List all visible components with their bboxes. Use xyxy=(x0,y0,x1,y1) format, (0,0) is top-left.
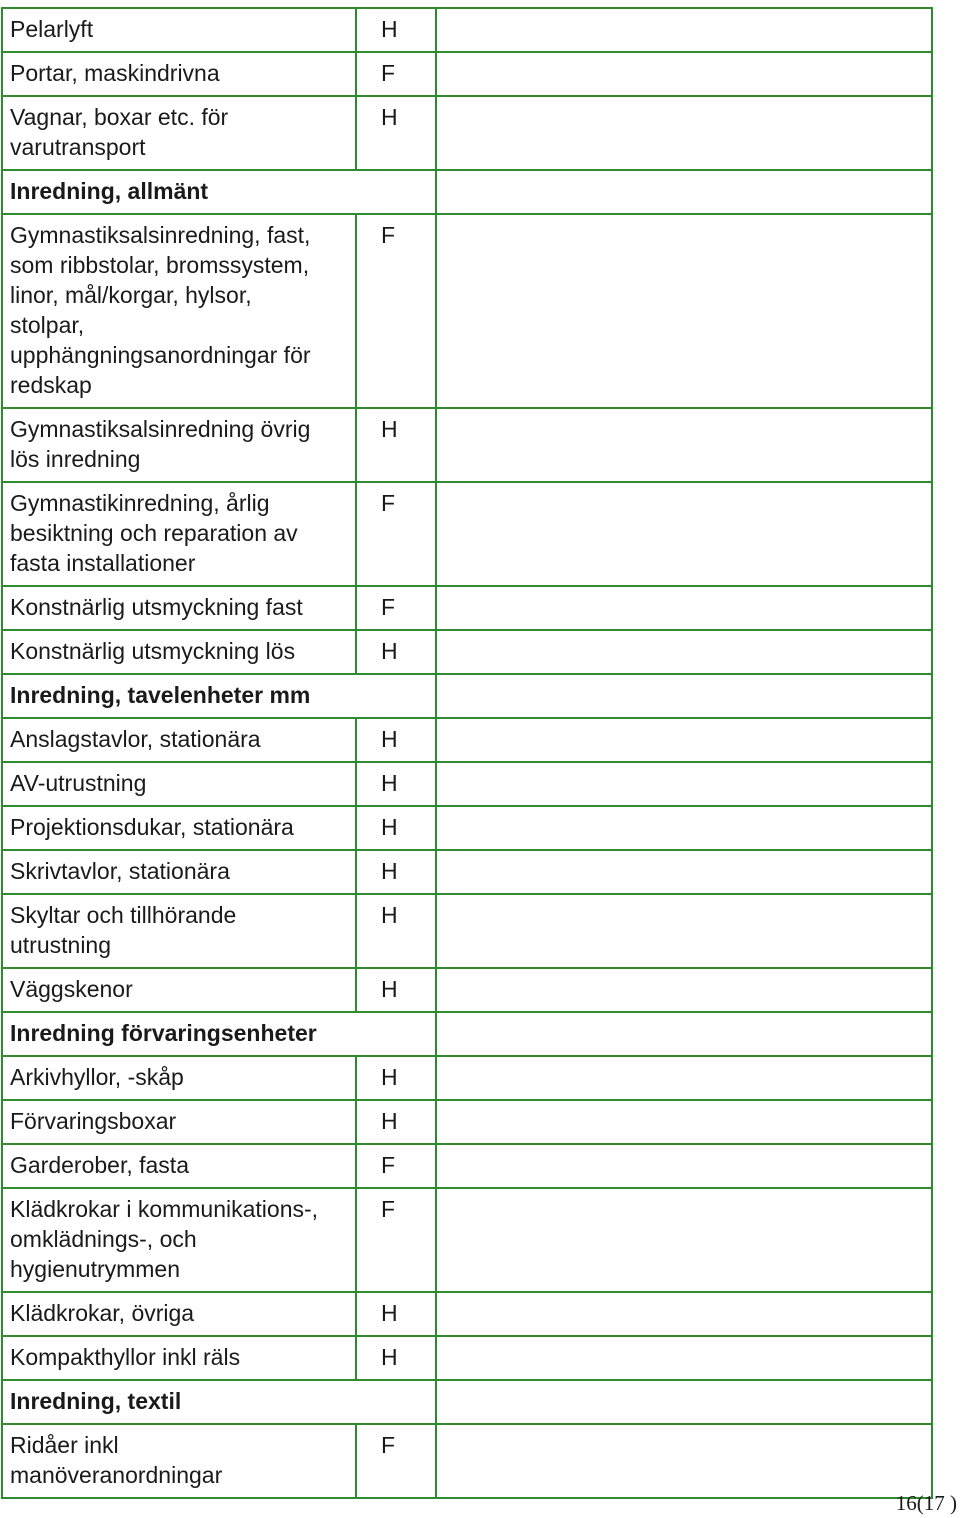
responsibility-code: H xyxy=(356,408,436,482)
notes-cell xyxy=(436,52,932,96)
table-row xyxy=(2,894,932,968)
table-row xyxy=(2,214,932,408)
responsibility-code: F xyxy=(356,586,436,630)
notes-cell xyxy=(436,1012,932,1056)
responsibility-code: F xyxy=(356,1424,436,1498)
notes-cell xyxy=(436,482,932,586)
table-row xyxy=(2,718,932,762)
notes-cell xyxy=(436,96,932,170)
table-row xyxy=(2,482,932,586)
notes-cell xyxy=(436,718,932,762)
table-row xyxy=(2,96,932,170)
item-label: Gymnastiksalsinredning övrig lös inredning xyxy=(2,408,356,482)
notes-cell xyxy=(436,1188,932,1292)
notes-cell xyxy=(436,170,932,214)
table-body xyxy=(2,8,932,1498)
section-heading-row xyxy=(2,674,932,718)
notes-cell xyxy=(436,1424,932,1498)
item-label: Konstnärlig utsmyckning fast xyxy=(2,586,356,630)
table-row xyxy=(2,850,932,894)
item-label: Anslagstavlor, stationära xyxy=(2,718,356,762)
responsibility-code: H xyxy=(356,1292,436,1336)
notes-cell xyxy=(436,1144,932,1188)
notes-cell xyxy=(436,408,932,482)
table-row xyxy=(2,762,932,806)
table-row xyxy=(2,1336,932,1380)
table-row xyxy=(2,1424,932,1498)
responsibility-code: H xyxy=(356,1336,436,1380)
item-label: Ridåer inkl manöveranordningar xyxy=(2,1424,356,1498)
notes-cell xyxy=(436,630,932,674)
table-row xyxy=(2,1144,932,1188)
notes-cell xyxy=(436,850,932,894)
notes-cell xyxy=(436,806,932,850)
table-row xyxy=(2,806,932,850)
responsibility-code: H xyxy=(356,762,436,806)
page-number: 16(17 ) xyxy=(895,1491,957,1515)
responsibility-code: F xyxy=(356,1144,436,1188)
responsibility-code: F xyxy=(356,52,436,96)
notes-cell xyxy=(436,586,932,630)
section-heading-row xyxy=(2,1012,932,1056)
section-heading: Inredning, allmänt xyxy=(2,170,356,214)
item-label: Skrivtavlor, stationära xyxy=(2,850,356,894)
table-row xyxy=(2,1292,932,1336)
notes-cell xyxy=(436,1336,932,1380)
table-row xyxy=(2,52,932,96)
responsibility-code xyxy=(356,170,436,214)
responsibility-code: H xyxy=(356,968,436,1012)
item-label: Portar, maskindrivna xyxy=(2,52,356,96)
table-row xyxy=(2,968,932,1012)
item-label: Kompakthyllor inkl räls xyxy=(2,1336,356,1380)
responsibility-code: H xyxy=(356,718,436,762)
item-label: Förvaringsboxar xyxy=(2,1100,356,1144)
notes-cell xyxy=(436,1292,932,1336)
notes-cell xyxy=(436,8,932,52)
section-heading-row xyxy=(2,1380,932,1424)
item-label: Konstnärlig utsmyckning lös xyxy=(2,630,356,674)
table-row xyxy=(2,630,932,674)
item-label: Gymnastikinredning, årlig besiktning och reparation av fasta installationer xyxy=(2,482,356,586)
item-label: Gymnastiksalsinredning, fast, som ribbstolar, bromssystem, linor, mål/korgar, hylsor, stolpar, upphängningsanordningar för redskap xyxy=(2,214,356,408)
responsibility-table xyxy=(1,7,933,1499)
notes-cell xyxy=(436,214,932,408)
item-label: Vagnar, boxar etc. för varutransport xyxy=(2,96,356,170)
table-row xyxy=(2,1056,932,1100)
notes-cell xyxy=(436,1100,932,1144)
item-label: AV-utrustning xyxy=(2,762,356,806)
responsibility-code: H xyxy=(356,1056,436,1100)
item-label: Pelarlyft xyxy=(2,8,356,52)
section-heading: Inredning, tavelenheter mm xyxy=(2,674,356,718)
notes-cell xyxy=(436,1056,932,1100)
item-label: Skyltar och tillhörande utrustning xyxy=(2,894,356,968)
responsibility-code: H xyxy=(356,894,436,968)
table-row xyxy=(2,8,932,52)
item-label: Väggskenor xyxy=(2,968,356,1012)
notes-cell xyxy=(436,1380,932,1424)
responsibility-code: H xyxy=(356,630,436,674)
responsibility-code: F xyxy=(356,214,436,408)
responsibility-code xyxy=(356,1012,436,1056)
responsibility-code: H xyxy=(356,806,436,850)
section-heading-row xyxy=(2,170,932,214)
table-row xyxy=(2,408,932,482)
responsibility-code: H xyxy=(356,850,436,894)
section-heading: Inredning förvaringsenheter xyxy=(2,1012,356,1056)
notes-cell xyxy=(436,894,932,968)
responsibility-code xyxy=(356,1380,436,1424)
table-row xyxy=(2,1188,932,1292)
item-label: Klädkrokar, övriga xyxy=(2,1292,356,1336)
responsibility-code: F xyxy=(356,1188,436,1292)
responsibility-code: H xyxy=(356,96,436,170)
section-heading: Inredning, textil xyxy=(2,1380,356,1424)
notes-cell xyxy=(436,674,932,718)
notes-cell xyxy=(436,968,932,1012)
item-label: Garderober, fasta xyxy=(2,1144,356,1188)
responsibility-code xyxy=(356,674,436,718)
responsibility-code: F xyxy=(356,482,436,586)
notes-cell xyxy=(436,762,932,806)
responsibility-code: H xyxy=(356,1100,436,1144)
item-label: Klädkrokar i kommunikations-, omklädnings-, och hygienutrymmen xyxy=(2,1188,356,1292)
item-label: Projektionsdukar, stationära xyxy=(2,806,356,850)
responsibility-code: H xyxy=(356,8,436,52)
table-row xyxy=(2,586,932,630)
item-label: Arkivhyllor, -skåp xyxy=(2,1056,356,1100)
table-row xyxy=(2,1100,932,1144)
